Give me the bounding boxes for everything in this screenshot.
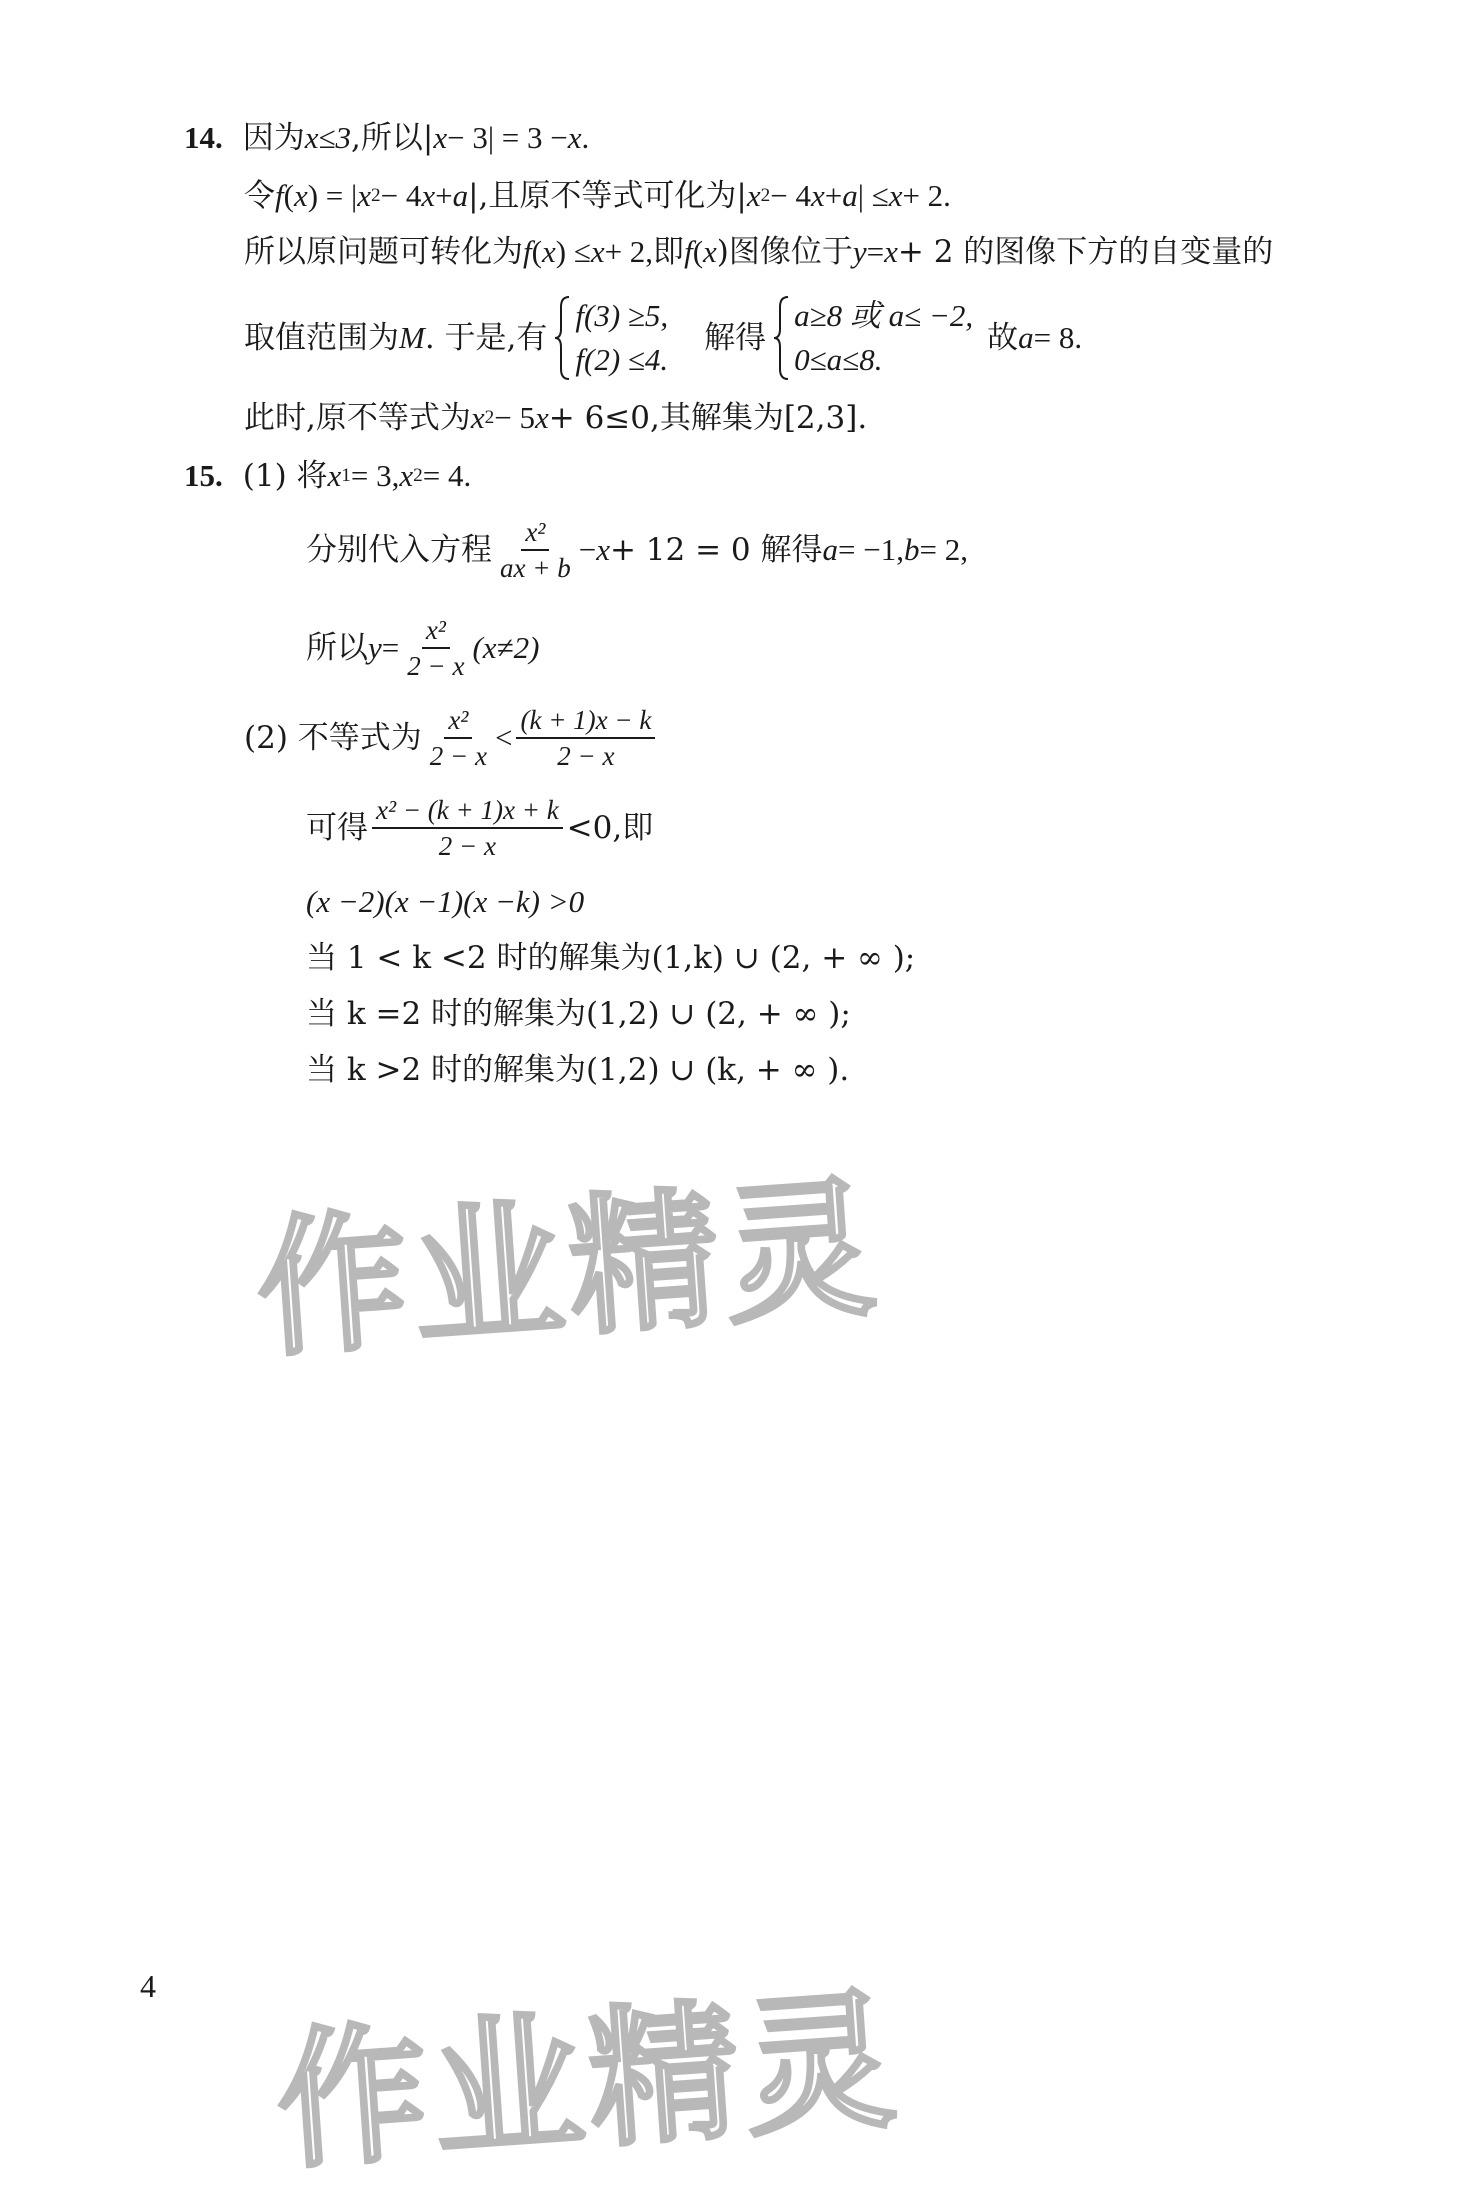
system-of-inequalities-2	[772, 294, 973, 382]
system-of-inequalities-1	[553, 294, 668, 382]
p15-case-1: 当 1 < k <2 时的解集为(1,k) ∪ (2, + ∞ );	[306, 940, 916, 976]
problem-number-14: 14.	[184, 120, 223, 155]
left-brace-icon	[553, 295, 571, 381]
p14-line-4: 取值范围为 M . 于是,有 f(3) ≥5, f(2) ≤4. 解得 a≥8 或 a≤ −2, 0≤a≤8. 故 a = 8.	[244, 290, 1082, 386]
p15-substitute-line: 分别代入方程 $\frac{\text{x²}}{ax + b}$ − x + 12 = 0 解得 a = −1, b = 2,	[306, 517, 968, 583]
page-number: 4	[140, 1968, 156, 2004]
p15-line-1: 15. (1) 将 x 1 = 3, x 2 = 4.	[184, 458, 472, 494]
p14-line-2: 令 f ( x ) = | x 2 − 4 x + a |,且原不等式可化为| x 2 − 4 x + a | ≤ x + 2.	[244, 178, 951, 214]
watermark-logo: 作业精灵	[251, 1161, 887, 1379]
p15-part2-line: (2) 不等式为 $\frac{\text{x²}}{2 - x}$ < $\frac{(k + 1)x - k}{2 - x}$	[244, 700, 659, 776]
p14-line-3: 所以原问题可转化为 f ( x ) ≤ x + 2,即 f ( x )图像位于 y = x + 2 的图像下方的自变量的	[244, 234, 1274, 270]
system1-row-1: f(3) ≥5,	[575, 298, 669, 333]
p15-factored-line: (x −2)(x −1)(x −k) >0	[306, 884, 585, 919]
fraction-x2-over-2-minus-x: $\frac{\text{x²}}{2 - x}$	[407, 615, 465, 681]
fraction-x2-over-ax-plus-b: $\frac{\text{x²}}{ax + b}$	[500, 517, 571, 583]
p15-derived-line: 可得 $\frac{\text{x² − (k + 1)x + k}}{2 - x}$ <0,即	[306, 795, 654, 861]
system2-row-1: a≥8 或 a≤ −2,	[794, 298, 974, 333]
p15-function-line: 所以 y = $\frac{\text{x²}}{2 - x}$ (x≠2)	[306, 615, 540, 681]
p15-case-3: 当 k >2 时的解集为(1,2) ∪ (k, + ∞ ).	[306, 1052, 850, 1088]
fraction-lhs: $\frac{\text{x²}}{2 - x}$	[429, 705, 487, 771]
fraction-rhs: $\frac{(k + 1)x - k}{2 - x}$	[516, 703, 655, 773]
p14-line-5: 此时,原不等式为 x 2 − 5 x + 6≤0,其解集为[2,3].	[244, 400, 868, 436]
left-brace-icon	[772, 295, 790, 381]
system1-row-2: f(2) ≤4.	[575, 342, 669, 377]
fraction-combined: $\frac{\text{x² − (k + 1)x + k}}{2 - x}$	[372, 793, 563, 863]
p14-line-1: 14. 因为 x≤3 ,所以| x − 3| = 3 − x .	[184, 120, 590, 156]
watermark-logo-bottom: 作业精灵	[271, 1973, 907, 2191]
problem-number-15: 15.	[184, 458, 223, 493]
system2-row-2: 0≤a≤8.	[794, 342, 883, 377]
p15-case-2: 当 k =2 时的解集为(1,2) ∪ (2, + ∞ );	[306, 996, 851, 1032]
